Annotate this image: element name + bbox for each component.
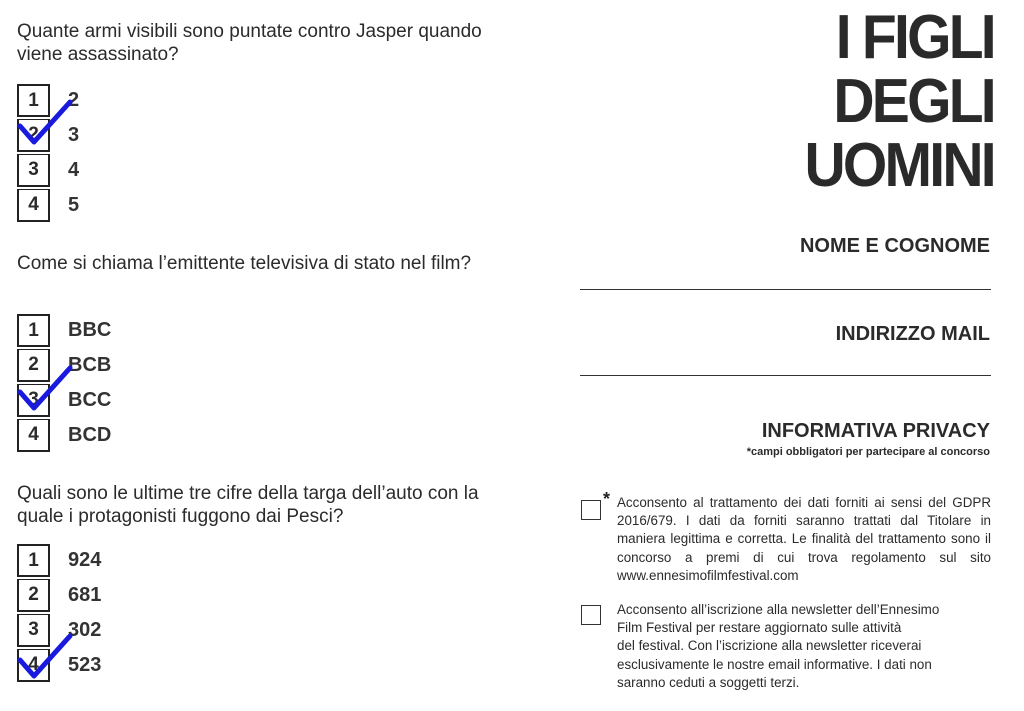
consent-newsletter-line: saranno ceduti a soggetti terzi.	[617, 674, 800, 690]
option-label: 4	[68, 159, 80, 181]
option-number-box[interactable]: 4	[17, 649, 50, 682]
option-label: 681	[68, 584, 102, 606]
option-label: BCD	[68, 424, 112, 446]
option-number-box[interactable]: 1	[17, 544, 50, 577]
option-label: BBC	[68, 319, 112, 341]
question-1-text: Quante armi visibili sono puntate contro Jasper quando viene assassinato?	[17, 21, 482, 65]
option-label: 2	[68, 89, 80, 111]
email-label: INDIRIZZO MAIL	[835, 323, 990, 345]
consent-privacy-checkbox[interactable]	[581, 500, 601, 520]
option-number-box[interactable]: 2	[17, 349, 50, 382]
film-title	[788, 3, 994, 200]
option-label: BCC	[68, 389, 112, 411]
option-number-box[interactable]: 3	[17, 384, 50, 417]
consent-newsletter-checkbox[interactable]	[581, 605, 601, 625]
consent-newsletter-text	[617, 601, 991, 692]
consent-newsletter-line: esclusivamente le nostre email informative. I dati non	[617, 656, 932, 672]
consent-newsletter-line: Film Festival per restare aggiornato sulle attività	[617, 620, 902, 636]
option-number-box[interactable]: 1	[17, 84, 50, 117]
consent-newsletter-line: Acconsento all’iscrizione alla newsletter dell’Ennesimo	[617, 602, 940, 617]
option-label: 523	[68, 654, 102, 676]
question-3-text: Quali sono le ultime tre cifre della targa dell’auto con la quale i protagonisti fuggono dai Pesci?	[17, 483, 479, 527]
option-number-box[interactable]: 2	[17, 119, 50, 152]
option-number-box[interactable]: 1	[17, 314, 50, 347]
option-number-box[interactable]: 3	[17, 614, 50, 647]
required-asterisk: *	[603, 489, 611, 509]
option-label: 5	[68, 194, 80, 216]
name-field-line[interactable]	[580, 289, 991, 290]
question-2-text: Come si chiama l’emittente televisiva di stato nel film?	[17, 253, 472, 274]
email-field-line[interactable]	[580, 375, 991, 376]
option-label: 302	[68, 619, 102, 641]
option-label: 924	[68, 549, 102, 571]
option-label: BCB	[68, 354, 112, 376]
film-title-line: I FIGLI	[835, 3, 994, 72]
film-title-line: DEGLI	[833, 67, 994, 136]
option-number-box[interactable]: 2	[17, 579, 50, 612]
privacy-title: INFORMATIVA PRIVACY	[761, 420, 990, 442]
name-label: NOME E COGNOME	[799, 235, 990, 257]
option-number-box[interactable]: 3	[17, 154, 50, 187]
consent-privacy-text: Acconsento al trattamento dei dati forniti ai sensi del GDPR 2016/679. I dati da forniti saranno trattati dal Titolare in maniera legittima e corretta. Le finalità del trattamento sono il concorso a premi di cui trova regolamento sul sito www.ennesimofilmfestival.com	[617, 495, 991, 583]
option-label: 3	[68, 124, 80, 146]
film-title-line: UOMINI	[804, 131, 994, 200]
option-number-box[interactable]: 4	[17, 419, 50, 452]
consent-newsletter-line: del festival. Con l’iscrizione alla newsletter riceverai	[617, 638, 922, 654]
privacy-note: *campi obbligatori per partecipare al concorso	[746, 446, 990, 458]
option-number-box[interactable]: 4	[17, 189, 50, 222]
